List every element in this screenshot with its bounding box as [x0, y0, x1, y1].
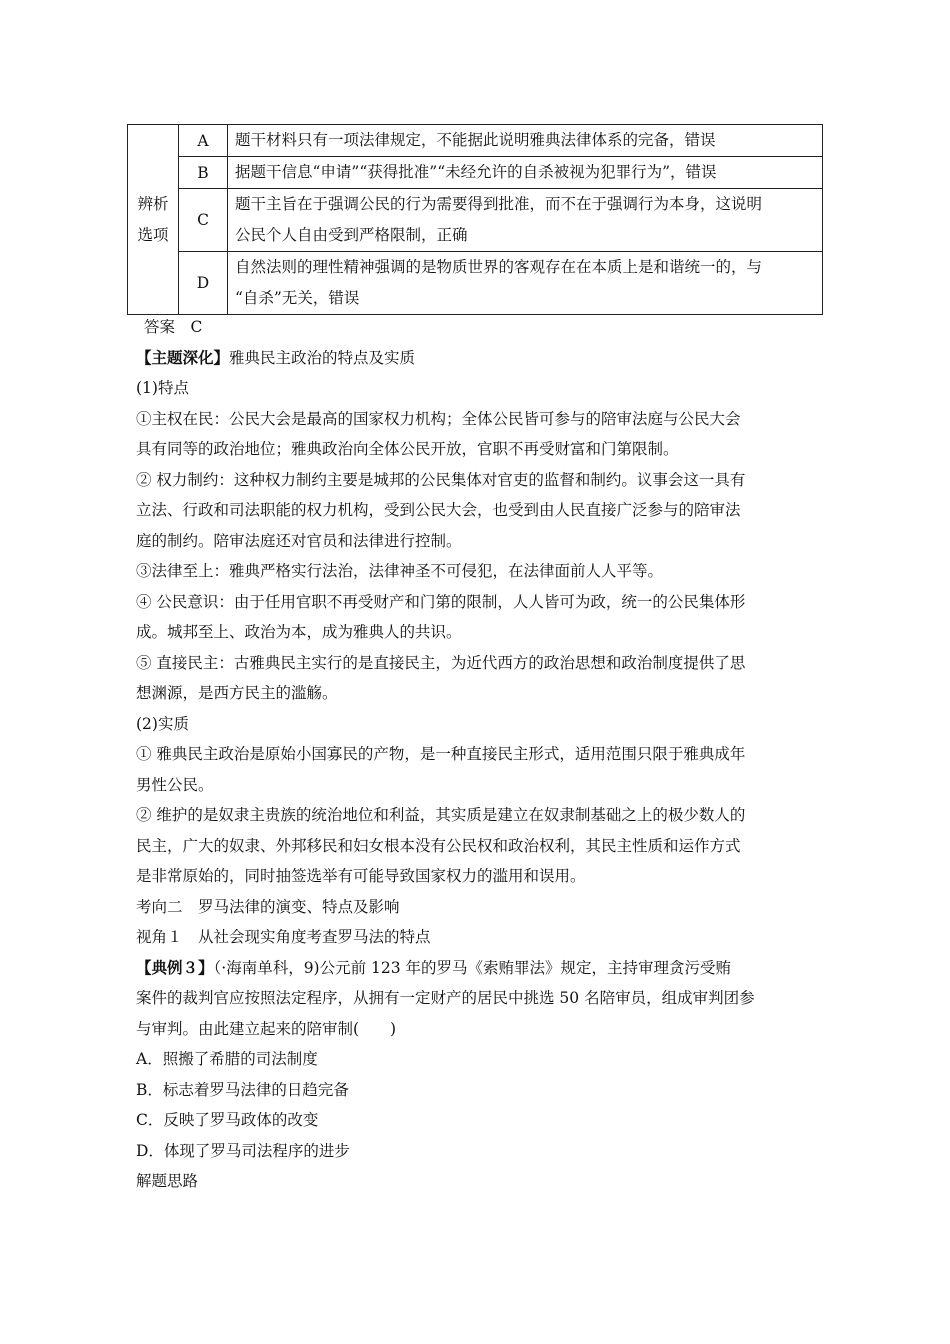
- choice-option: B．标志着罗马法律的日趋完备: [136, 1080, 349, 1099]
- body-line: ①主权在民：公民大会是最高的国家权力机构；全体公民皆可参与的陪审法庭与公民大会: [136, 409, 741, 428]
- deepen-title: 雅典民主政治的特点及实质: [229, 348, 416, 367]
- body-line: 民主，广大的奴隶、外邦移民和妇女根本没有公民权和政治权利，其民主性质和运作方式: [136, 836, 741, 855]
- option-label: D: [179, 252, 228, 315]
- answer-line: 答案 C: [144, 318, 203, 336]
- option-label: C: [179, 189, 228, 252]
- option-label: B: [179, 157, 228, 189]
- row-header-line: 选项: [137, 225, 169, 244]
- analysis-line: “自杀”无关，错误: [235, 289, 360, 307]
- body-line: 立法、行政和司法职能的权力机构，受到公民大会，也受到由人民直接广泛参与的陪审法: [136, 501, 741, 519]
- body-line: (2)实质: [136, 714, 189, 733]
- body-line: 具有同等的政治地位；雅典政治向全体公民开放，官职不再受财富和门第限制。: [136, 440, 679, 458]
- example-line: 与审判。由此建立起来的陪审制( ): [136, 1019, 397, 1038]
- row-header: [128, 125, 179, 315]
- section-heading: 考向二 罗马法律的演变、特点及影响: [136, 897, 400, 916]
- example-label: 【典例３】: [136, 957, 214, 977]
- example-text: （·海南单科，9)公元前 123 年的罗马《索贿罪法》规定，主持审理贪污受贿: [213, 958, 732, 977]
- body-line: ⑤ 直接民主：古雅典民主实行的是直接民主，为近代西方的政治思想和政治制度提供了思: [136, 653, 746, 672]
- choice-option: D．体现了罗马司法程序的进步: [136, 1141, 350, 1160]
- choice-option: A．照搬了希腊的司法制度: [136, 1050, 318, 1068]
- body-line: 是非常原始的，同时抽签选举有可能导致国家权力的滥用和误用。: [136, 867, 586, 885]
- body-line: ④ 公民意识：由于任用官职不再受财产和门第的限制，人人皆可为政，统一的公民集体形: [136, 592, 746, 611]
- analysis-line: 题干主旨在于强调公民的行为需要得到批准，而不在于强调行为本身，这说明: [235, 195, 763, 213]
- option-analysis: [228, 125, 823, 157]
- body-line: ② 权力制约：这种权力制约主要是城邦的公民集体对官吏的监督和制约。议事会这一具有: [136, 470, 746, 489]
- analysis-line: 据题干信息“申请”“获得批准”“未经允许的自杀被视为犯罪行为”，错误: [235, 163, 717, 181]
- choice-option: C．反映了罗马政体的改变: [136, 1111, 319, 1129]
- option-analysis: [228, 157, 823, 189]
- body-line: 男性公民。: [136, 775, 214, 794]
- example-line: [136, 953, 816, 984]
- body-line: ① 雅典民主政治是原始小国寡民的产物，是一种直接民主形式，适用范围只限于雅典成年: [136, 745, 746, 763]
- option-analysis: [228, 189, 823, 252]
- body-line: ② 维护的是奴隶主贵族的统治地位和利益，其实质是建立在奴隶制基础之上的极少数人的: [136, 806, 746, 824]
- analysis-line: 题干材料只有一项法律规定，不能据此说明雅典法律体系的完备，错误: [235, 131, 716, 149]
- body-line: 成。城邦至上、政治为本，成为雅典人的共识。: [136, 623, 462, 641]
- example-line: 案件的裁判官应按照法定程序，从拥有一定财产的居民中挑选 50 名陪审员，组成审判团参: [136, 989, 755, 1007]
- analysis-line: 公民个人自由受到严格限制，正确: [235, 226, 468, 244]
- row-header-line: 辨析: [137, 194, 169, 213]
- subsection-heading: 视角１ 从社会现实角度考查罗马法的特点: [136, 928, 431, 946]
- option-analysis: [228, 252, 823, 315]
- deepen-label: 【主题深化】: [136, 347, 230, 367]
- solution-heading: 解题思路: [136, 1172, 199, 1190]
- body-line: 庭的制约。陪审法庭还对官员和法律进行控制。: [136, 531, 462, 550]
- body-line: (1)特点: [136, 379, 189, 397]
- document-body: [136, 312, 816, 1197]
- option-label: A: [179, 125, 228, 157]
- analysis-line: 自然法则的理性精神强调的是物质世界的客观存在在本质上是和谐统一的，与: [235, 258, 763, 276]
- body-line: 想渊源，是西方民主的滥觞。: [136, 684, 338, 702]
- deepen-heading: [136, 343, 816, 374]
- body-line: ③法律至上：雅典严格实行法治，法律神圣不可侵犯，在法律面前人人平等。: [136, 562, 664, 580]
- analysis-table: [127, 124, 823, 315]
